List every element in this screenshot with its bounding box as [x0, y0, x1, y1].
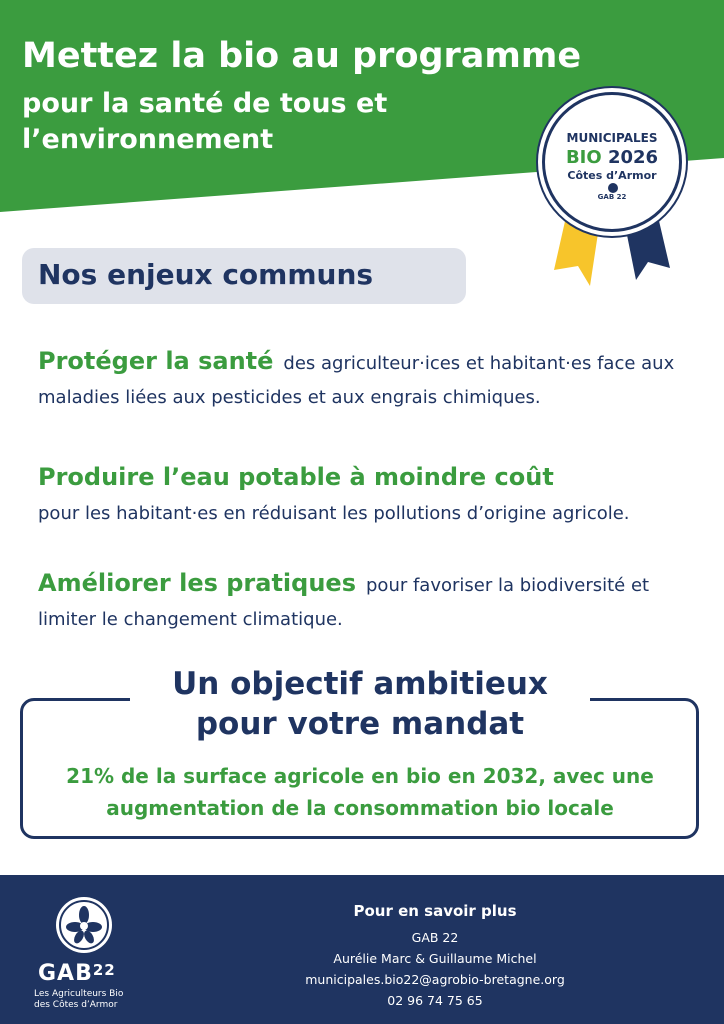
- logo-tagline-1: Les Agriculteurs Bio: [34, 989, 124, 999]
- contact-heading: Pour en savoir plus: [353, 902, 517, 920]
- municipales-badge: [538, 90, 688, 290]
- logo-number: 22: [92, 961, 116, 979]
- flower-icon: [56, 897, 112, 953]
- stake-text: pour les habitant·es en réduisant les pollutions d’origine agricole.: [38, 503, 630, 524]
- stake-text: des agriculteur·ices et habitant·es face aux maladies liées aux pesticides et aux engrais chimiques.: [38, 353, 675, 408]
- stake-item: [38, 344, 678, 415]
- badge-region: Côtes d’Armor: [567, 169, 657, 182]
- page-subtitle: pour la santé de tous et l’environnement: [22, 88, 388, 155]
- badge-org: GAB 22: [597, 193, 627, 201]
- footer: [0, 875, 724, 1024]
- section-heading-pill: [22, 248, 466, 304]
- logo-tagline: [34, 989, 123, 1011]
- stake-item: [38, 460, 678, 531]
- contact-email-link[interactable]: municipales.bio22@agrobio-bretagne.org: [305, 972, 565, 987]
- badge-medal: [542, 92, 682, 232]
- section-title: Nos enjeux communs: [38, 258, 374, 291]
- logo-name-text: GAB: [38, 961, 93, 986]
- stake-heading: Produire l’eau potable à moindre coût: [38, 463, 554, 491]
- objective-title-line-2: pour votre mandat: [195, 706, 525, 742]
- gab-logo-icon: [56, 897, 112, 953]
- stake-item: [38, 566, 678, 637]
- logo-tagline-2: des Côtes d’Armor: [34, 1000, 118, 1010]
- contact-block: [270, 899, 600, 1011]
- logo-name: [38, 961, 116, 986]
- stake-text: pour favoriser la biodiversité et limiter le changement climatique.: [38, 575, 650, 630]
- badge-line-municipales: MUNICIPALES: [566, 131, 658, 145]
- objective-text: 21% de la surface agricole en bio en 2032, avec une augmentation de la consommation bio locale: [66, 764, 654, 820]
- contact-org: GAB 22: [411, 930, 459, 945]
- badge-year: 2026: [607, 147, 659, 168]
- gab-mini-logo-icon: [608, 183, 618, 193]
- contact-phone: 02 96 74 75 65: [387, 993, 483, 1008]
- stake-heading: Protéger la santé: [38, 347, 274, 375]
- objective-title-line-1: Un objectif ambitieux: [172, 666, 548, 702]
- contact-names: Aurélie Marc & Guillaume Michel: [333, 951, 537, 966]
- page-title: Mettez la bio au programme: [22, 36, 582, 76]
- objective-title: [130, 664, 590, 744]
- stake-heading: Améliorer les pratiques: [38, 569, 356, 597]
- badge-line-bio-year: [545, 147, 679, 168]
- badge-bio: BIO: [565, 147, 602, 168]
